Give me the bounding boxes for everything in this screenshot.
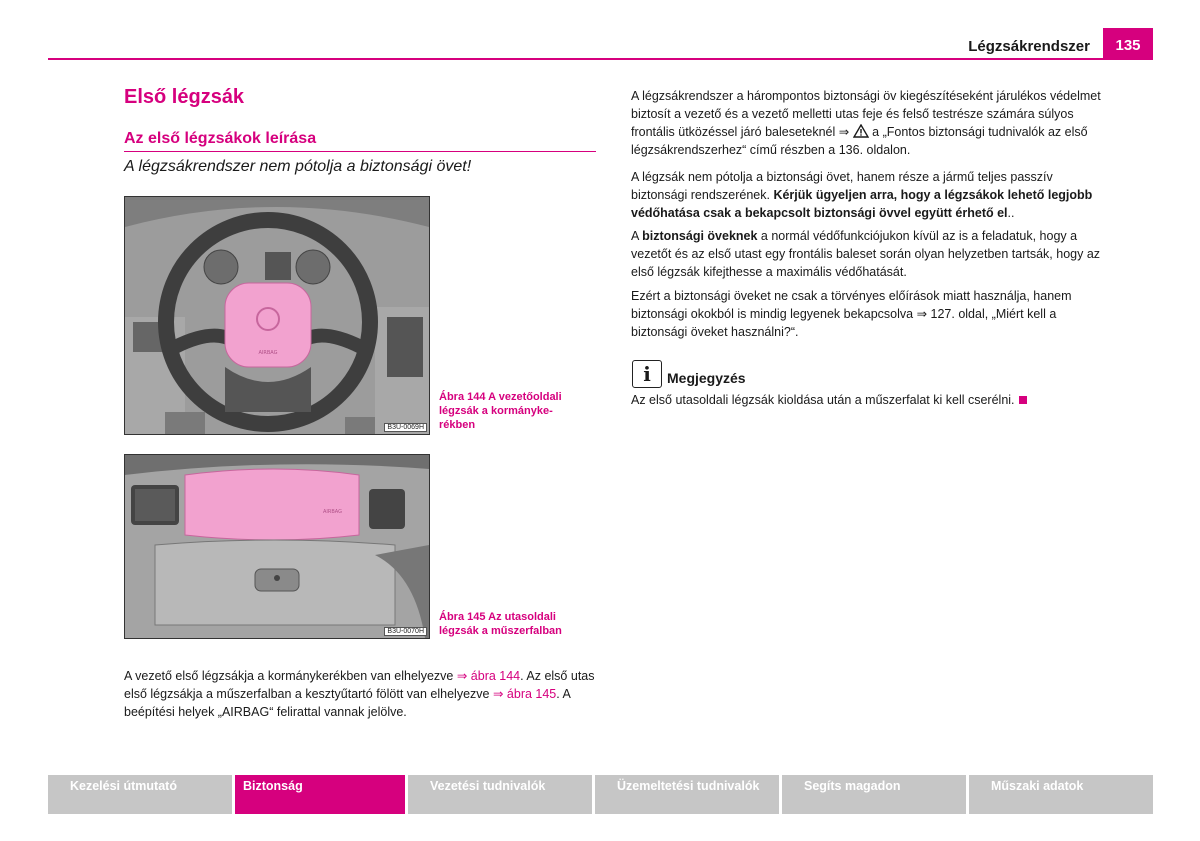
left-para-text-1: A vezető első légzsákja a kormánykerékben van elhelyezve	[124, 669, 457, 683]
nav-tab-muszaki-adatok[interactable]: Műszaki adatok	[969, 775, 1153, 814]
intro-statement: A légzsákrendszer nem pótolja a biztonsági övet!	[124, 158, 472, 175]
right-para-3-text-c: a normál védőfunkciójukon kívül az is a feladatuk, hogy a vezetőt és az első utast egy frontális baleset során olyan helyzetben tartsák, hogy az első légzsák kifejthesse a maximális védőhatását.	[631, 229, 1101, 279]
figure-144-caption	[439, 390, 579, 432]
page-number: 135	[1103, 28, 1153, 60]
xref-figure-144-link[interactable]: ábra 144	[467, 669, 521, 683]
steering-wheel-illustration	[125, 197, 429, 434]
figure-144-caption-line1: Ábra 144 A vezetőoldali	[439, 391, 562, 403]
figure-steering-wheel-airbag	[124, 196, 430, 435]
figure-144-airbag-label: AIRBAG	[258, 350, 278, 356]
right-para-2-text-c: ..	[1007, 206, 1015, 220]
xref-arrow-145: ⇒	[492, 687, 504, 701]
figure-145-caption-line1: Ábra 145 Az utasoldali	[439, 611, 556, 623]
xref-arrow-144: ⇒	[456, 669, 468, 683]
nav-tab-segits-magadon[interactable]: Segíts magadon	[782, 775, 966, 814]
right-para-3-text-a: A	[631, 229, 643, 243]
figure-145-airbag-label: AIRBAG	[323, 509, 343, 515]
dashboard-illustration	[125, 455, 429, 638]
left-para-text-2: . Az első utas első légzsákja a műszerfalban a kesztyűtartó fölött van elhelyezve	[124, 669, 595, 701]
right-paragraph-3	[631, 227, 1109, 281]
note-text	[631, 391, 1027, 409]
figure-145-caption	[439, 610, 579, 638]
info-icon: i	[632, 360, 662, 388]
right-paragraph-2	[631, 168, 1109, 222]
figure-145-caption-line2: légzsák a műszerfalban	[439, 625, 562, 637]
right-para-1-text-a: A légzsákrendszer a hárompontos biztonsági öv kiegészítéseként járulékos védelmet biztosít a vezető és a vezető melletti utas feje és felső testrésze számára súlyos frontális ütközéssel járó baleseteknél ⇒	[631, 89, 1101, 139]
note-text-body: Az első utasoldali légzsák kioldása után a műszerfalat ki kell cserélni.	[631, 393, 1015, 407]
end-of-section-square-icon	[1019, 396, 1027, 404]
nav-tab-uzemeltetesi-tudnivalok[interactable]: Üzemeltetési tudnivalók	[595, 775, 779, 814]
section-subheading: Az első légzsákok leírása	[124, 130, 317, 147]
right-para-2-text-a: A légzsák nem pótolja a biztonsági övet, hanem része a jármű teljes passzív biztonsági rendszerének.	[631, 170, 1053, 202]
xref-figure-145-link[interactable]: ábra 145	[503, 687, 557, 701]
left-para-text-3: . A beépítési helyek „AIRBAG“ felirattal vannak jelölve.	[124, 687, 571, 719]
figure-144-code: B3U-0069H	[384, 423, 427, 432]
right-paragraph-1	[631, 87, 1109, 159]
nav-tab-kezelesi-utmutato[interactable]: Kezelési útmutató	[48, 775, 232, 814]
chapter-navigation	[48, 775, 1153, 814]
nav-tab-biztonsag[interactable]: Biztonság	[235, 775, 405, 814]
warning-triangle-icon	[853, 124, 869, 138]
section-title: Légzsákrendszer	[968, 38, 1090, 55]
header-rule	[48, 58, 1153, 60]
subheading-rule	[124, 151, 596, 152]
page-title: Első légzsák	[124, 86, 245, 108]
figure-dashboard-airbag	[124, 454, 430, 639]
right-paragraph-4: Ezért a biztonsági öveket ne csak a törvényes előírások miatt használja, hanem biztonsági okokból is mindig legyenek bekapcsolva ⇒ 127. oldal, „Miért kell a biztonsági öveket használni?“.	[631, 289, 1072, 339]
figure-144-caption-line2: légzsák a kormányke-	[439, 405, 553, 417]
figure-145-code: B3U-0070H	[384, 627, 427, 636]
right-para-1-text-b: a „Fontos biztonsági tudnivalók az első légzsákrendszerhez“ című részben a 136. oldalon.	[631, 125, 1088, 157]
note-heading: Megjegyzés	[667, 370, 746, 386]
figure-144-caption-line3: rékben	[439, 419, 476, 431]
nav-tab-vezetesi-tudnivalok[interactable]: Vezetési tudnivalók	[408, 775, 592, 814]
right-para-2-bold: Kérjük ügyeljen arra, hogy a légzsákok lehető legjobb védőhatása csak a bekapcsolt biztonsági övvel együtt érhető el	[631, 188, 1093, 220]
right-para-3-bold: biztonsági öveknek	[642, 229, 758, 243]
airbag-location-paragraph	[124, 667, 602, 721]
